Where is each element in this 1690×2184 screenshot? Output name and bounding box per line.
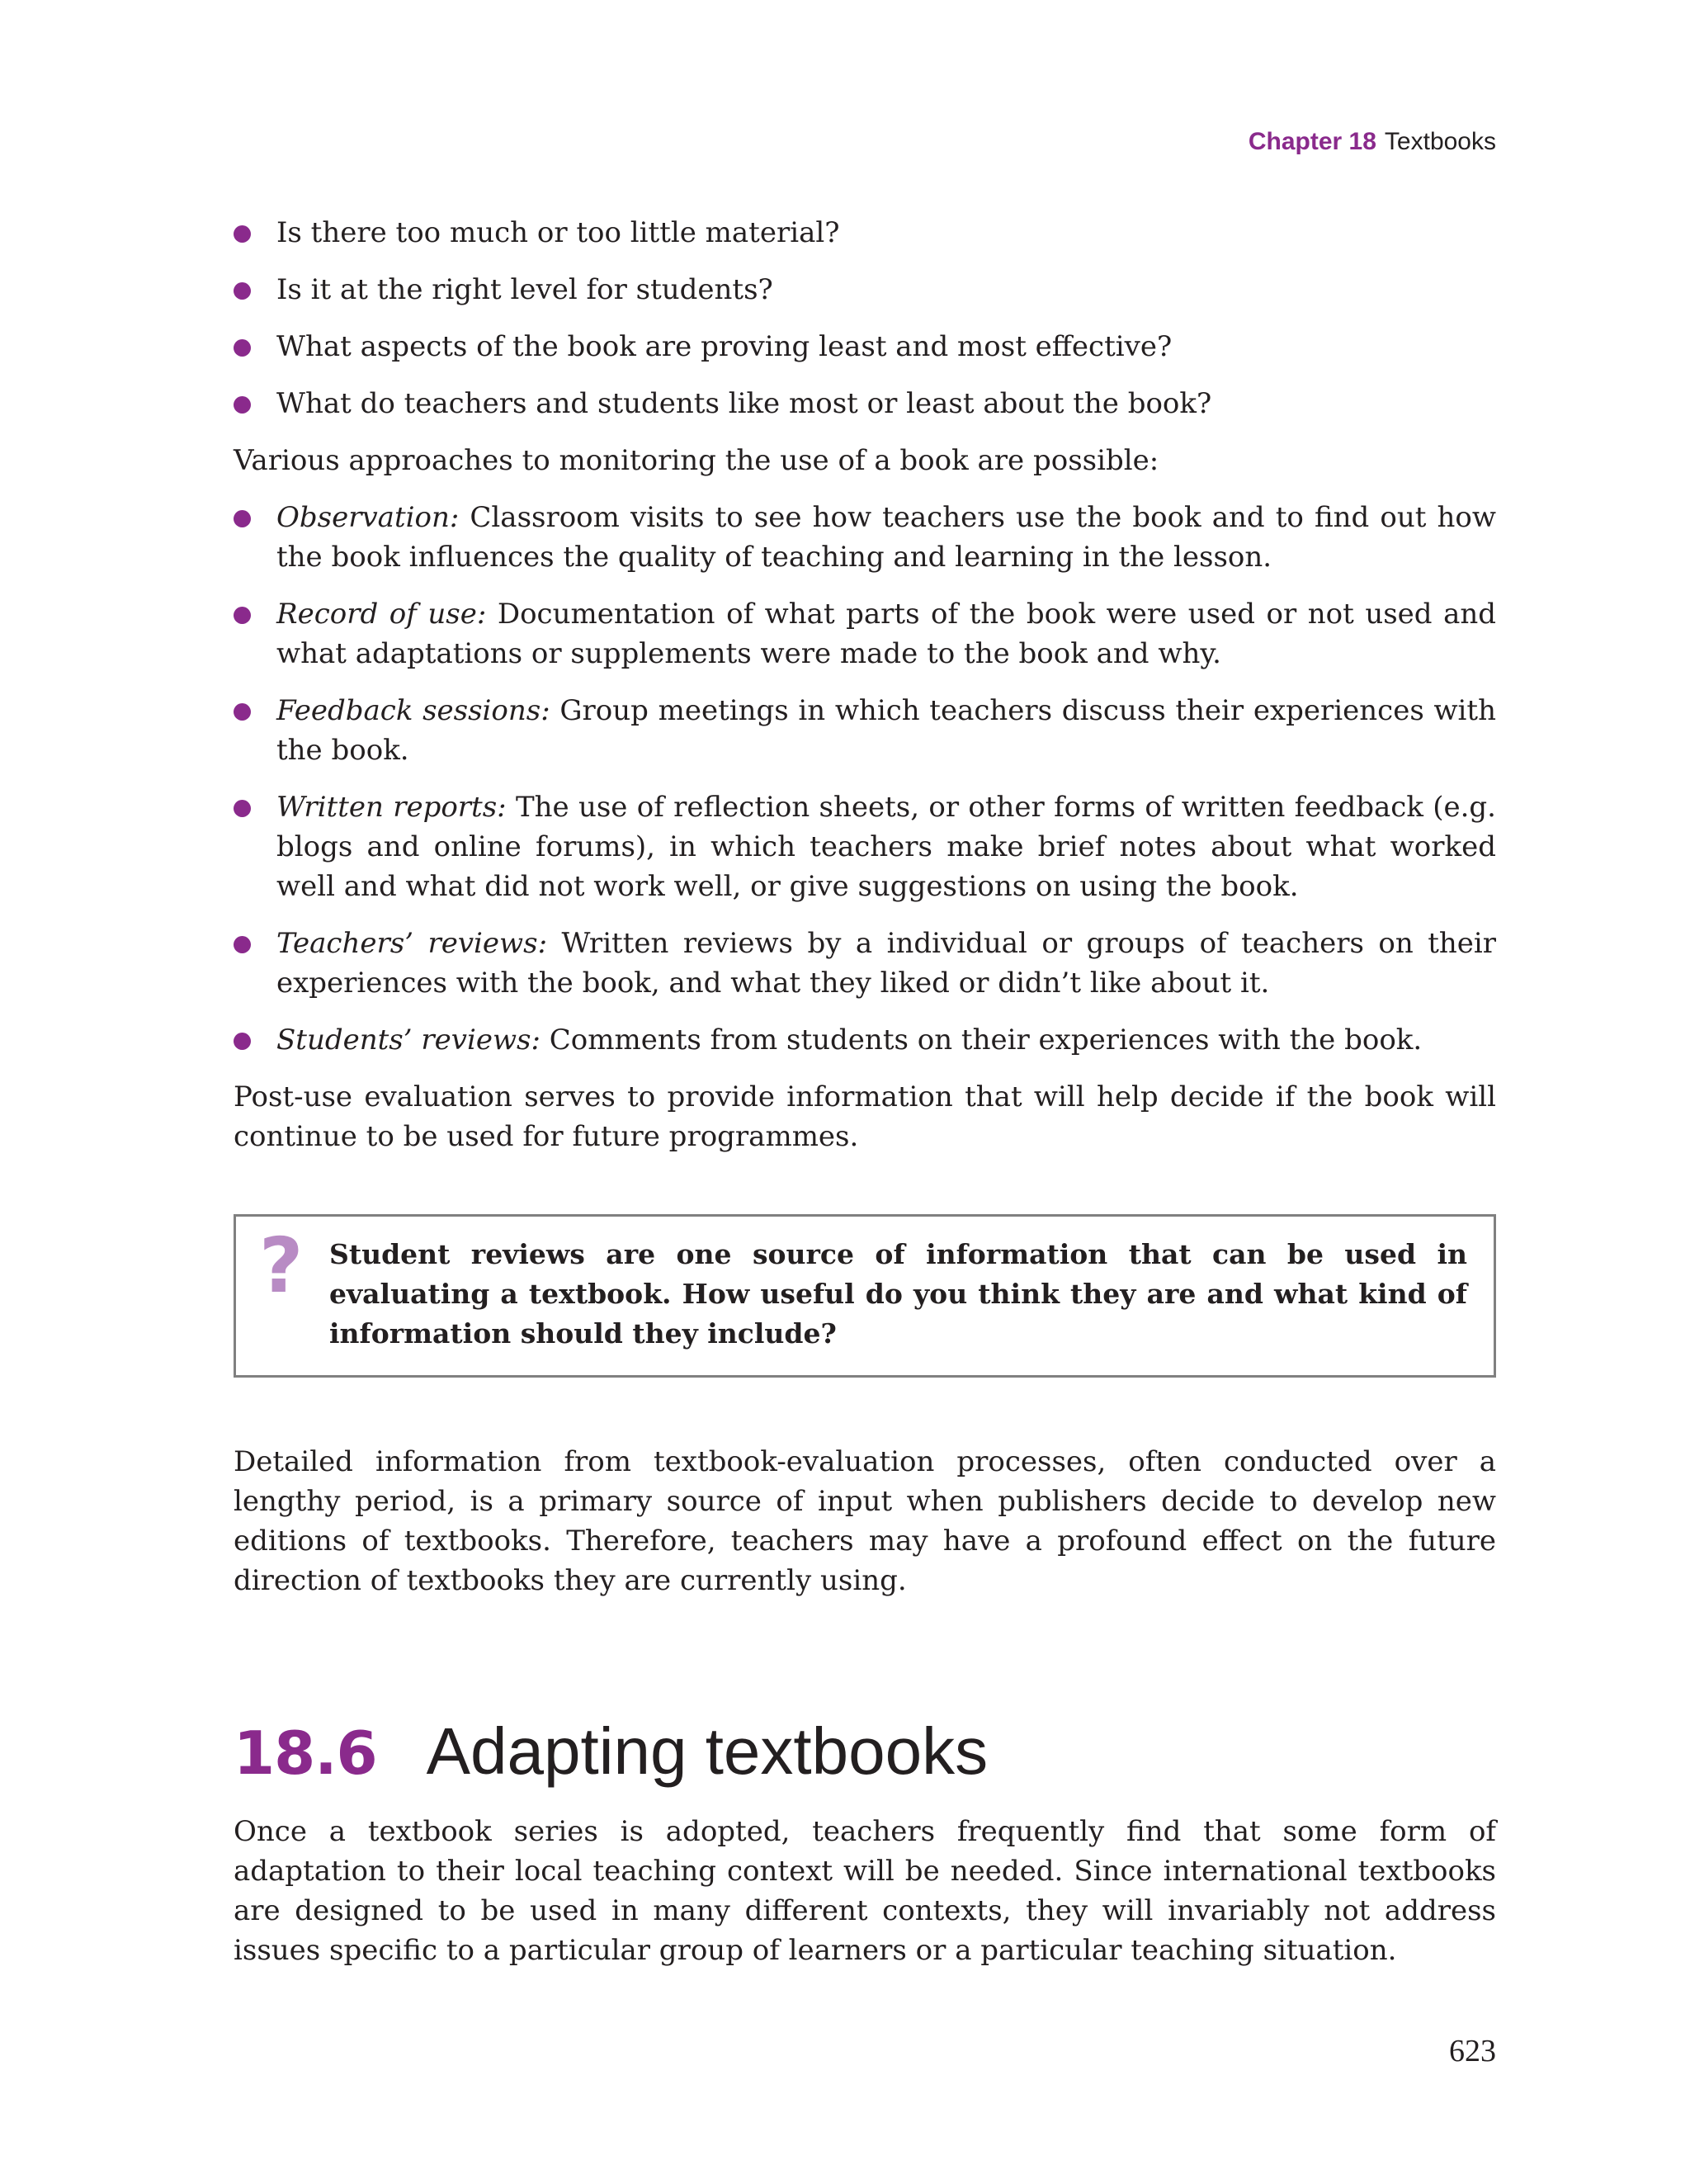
list-item: [234, 594, 1496, 674]
list-item-term: Record of use:: [276, 598, 487, 631]
bullet-icon: [234, 1033, 251, 1050]
section-paragraph: Once a textbook series is adopted, teachers frequently find that some form of adaptation to their local teaching context will be needed. Since international textbooks are designed to be used in many different contexts, they will invariably not address issues specific to a particular group of learners or a particular teaching situation.: [234, 1815, 1496, 1967]
list-item: [234, 213, 1496, 253]
main-content: [234, 213, 1496, 1988]
reflection-box: [234, 1214, 1496, 1378]
list-item-text: What aspects of the book are proving least and most effective?: [276, 330, 1173, 363]
page-number: 623: [1449, 2034, 1496, 2068]
bullet-icon: [234, 936, 251, 953]
approaches-bullet-list: [234, 498, 1496, 1060]
list-item-term: Observation:: [276, 501, 460, 534]
list-item-text: Group meetings in which teachers discuss their experiences with the book.: [276, 694, 1496, 767]
section-number: 18.6: [234, 1718, 377, 1788]
question-mark-icon: ?: [259, 1222, 304, 1310]
list-item: [234, 924, 1496, 1003]
list-item: [234, 691, 1496, 770]
approaches-intro: Various approaches to monitoring the use of a book are possible:: [234, 444, 1159, 477]
bullet-icon: [234, 510, 251, 527]
bullet-icon: [234, 703, 251, 721]
running-head-title: Textbooks: [1384, 128, 1496, 155]
list-item-text: Classroom visits to see how teachers use the book and to find out how the book influences the quality of teaching and learning in the lesson.: [276, 501, 1496, 574]
reflection-question: Student reviews are one source of information that can be used in evaluating a textbook. How useful do you think they are and what kind of information should they include?: [329, 1238, 1467, 1350]
list-item-text: The use of reflection sheets, or other forms of written feedback (e.g. blogs and online forums), in which teachers make brief notes about what worked well and what did not work well, or give suggestions on using the book.: [276, 791, 1496, 903]
list-item-term: Teachers’ reviews:: [276, 927, 548, 960]
bullet-icon: [234, 800, 251, 817]
list-item: [234, 498, 1496, 577]
post-use-paragraph: Post-use evaluation serves to provide information that will help decide if the book will continue to be used for future programmes.: [234, 1080, 1496, 1153]
list-item-text: What do teachers and students like most or least about the book?: [276, 387, 1212, 420]
detail-paragraph: Detailed information from textbook-evaluation processes, often conducted over a lengthy period, is a primary source of input when publishers decide to develop new editions of textbooks. Therefore, teachers may have a profound effect on the future direction of textbooks they are currently using.: [234, 1445, 1496, 1597]
bullet-icon: [234, 396, 251, 414]
section-title: Adapting textbooks: [426, 1714, 989, 1788]
bullet-icon: [234, 282, 251, 300]
intro-bullet-list: [234, 213, 1496, 423]
list-item-text: Comments from students on their experiences with the book.: [549, 1023, 1423, 1057]
list-item-text: Is it at the right level for students?: [276, 273, 773, 306]
list-item-text: Is there too much or too little material?: [276, 216, 840, 249]
list-item: [234, 384, 1496, 423]
bullet-icon: [234, 339, 251, 357]
list-item-term: Students’ reviews:: [276, 1023, 541, 1057]
list-item-term: Feedback sessions:: [276, 694, 550, 727]
bullet-icon: [234, 607, 251, 624]
section-heading: [234, 1714, 1496, 1807]
list-item-text: Written reviews by a individual or groups of teachers on their experiences with the book, and what they liked or didn’t like about it.: [276, 927, 1497, 1000]
list-item: [234, 327, 1496, 366]
list-item-text: Documentation of what parts of the book were used or not used and what adaptations or supplements were made to the book and why.: [276, 598, 1497, 670]
list-item: [234, 270, 1496, 310]
list-item: [234, 787, 1496, 906]
running-head-chapter: Chapter 18: [1248, 128, 1376, 155]
running-head: [1249, 128, 1496, 156]
bullet-icon: [234, 225, 251, 243]
list-item: [234, 1020, 1496, 1060]
list-item-term: Written reports:: [276, 791, 507, 824]
